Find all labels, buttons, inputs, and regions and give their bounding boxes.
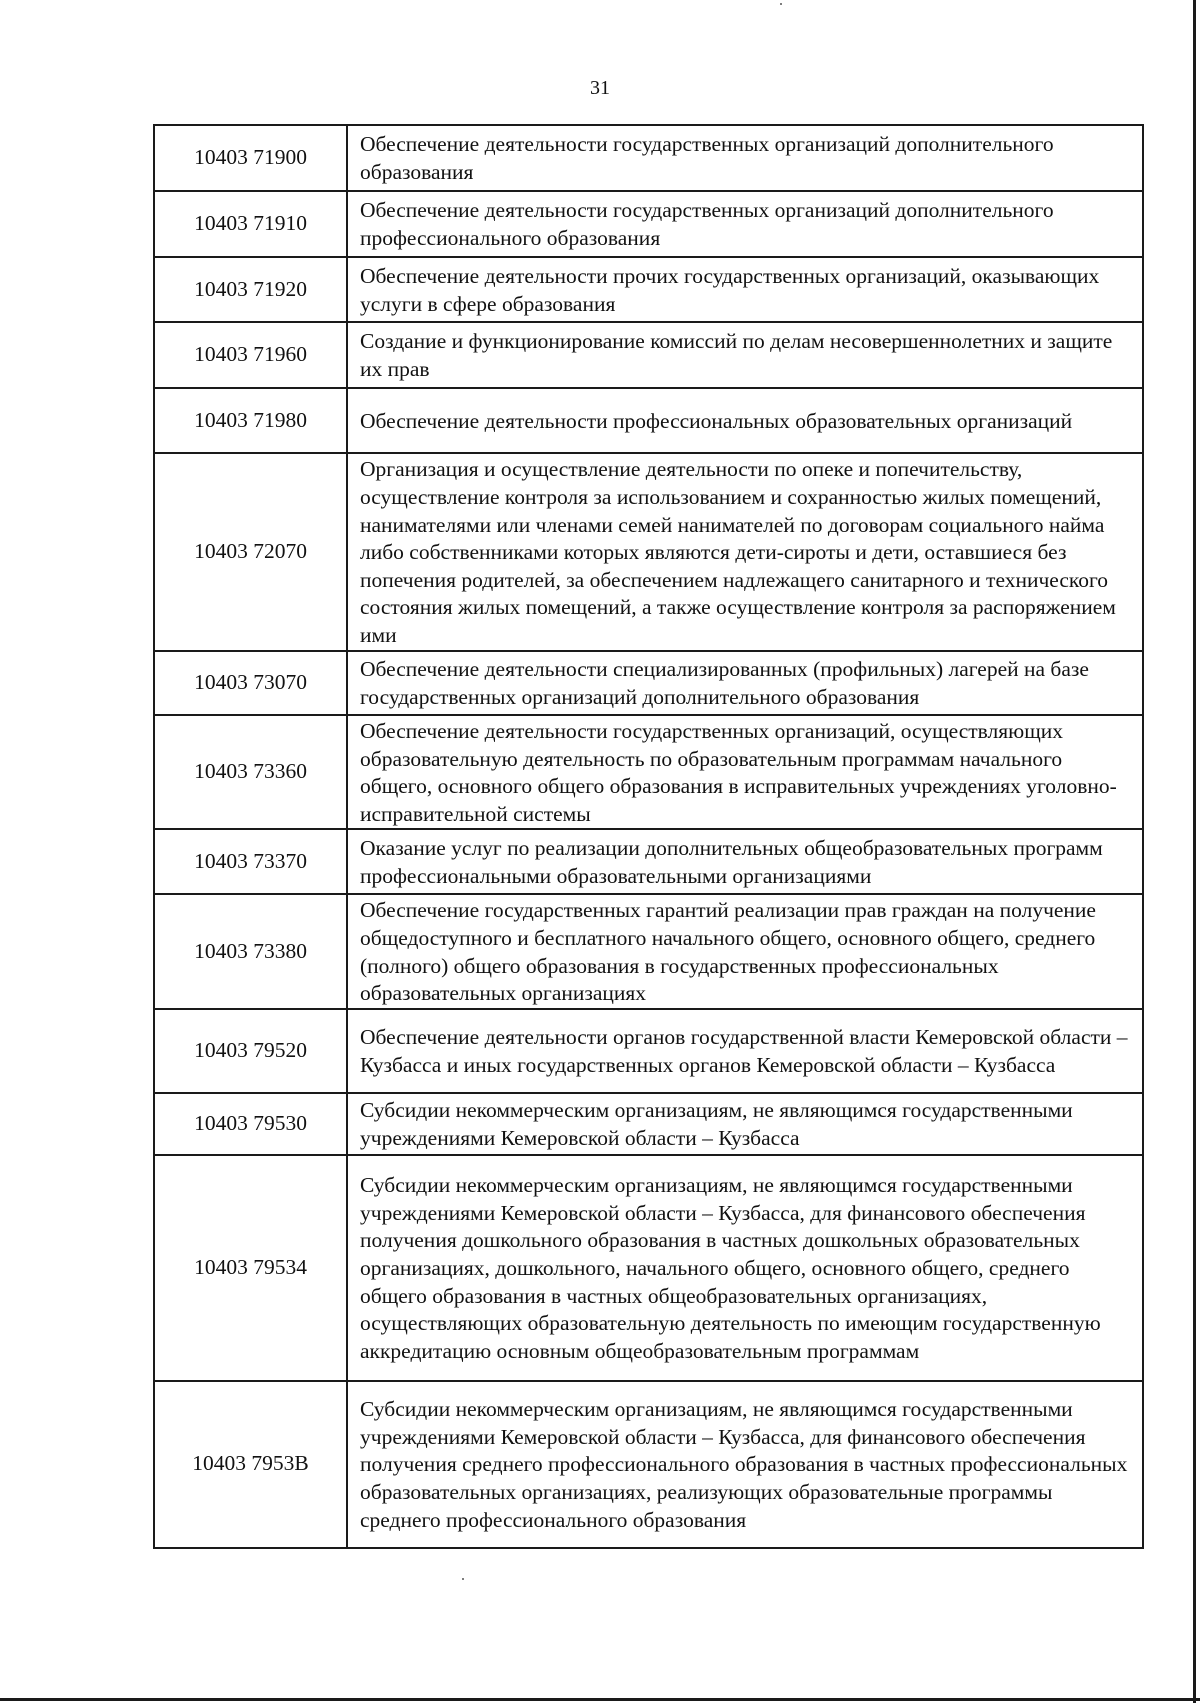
description-cell: Обеспечение деятельности государственных организаций дополнительного профессионального образования (347, 191, 1143, 257)
description-cell: Организация и осуществление деятельности по опеке и попечительству, осуществление контроля за использованием и сохранностью жилых помещений, нанимателями или членами семей нанимателей по договорам социального найма либо собственниками которых являются дети-сироты и дети, оставшиеся без попечения родителей, за обеспечением надлежащего санитарного и технического состояния жилых помещений, а также осуществление контроля за распоряжением ими (347, 453, 1143, 651)
description-cell: Обеспечение деятельности государственных организаций дополнительного образования (347, 125, 1143, 191)
scan-border-bottom (0, 1698, 1200, 1701)
code-cell: 10403 71980 (154, 388, 347, 453)
table-row (154, 453, 1143, 651)
code-cell: 10403 71920 (154, 257, 347, 322)
table-row (154, 651, 1143, 715)
code-cell: 10403 72070 (154, 453, 347, 651)
table-row (154, 1009, 1143, 1093)
table-row (154, 191, 1143, 257)
table-row (154, 1155, 1143, 1381)
code-cell: 10403 73360 (154, 715, 347, 829)
budget-code-table (153, 124, 1144, 1549)
page-number: 31 (590, 77, 610, 99)
code-cell: 10403 73380 (154, 894, 347, 1008)
description-cell: Оказание услуг по реализации дополнительных общеобразовательных программ профессиональными образовательными организациями (347, 829, 1143, 894)
description-cell: Обеспечение деятельности прочих государственных организаций, оказывающих услуги в сфере образования (347, 257, 1143, 322)
code-cell: 10403 71900 (154, 125, 347, 191)
scan-speck (780, 3, 782, 5)
table-row (154, 388, 1143, 453)
table-row (154, 829, 1143, 894)
table-row (154, 1093, 1143, 1155)
code-cell: 10403 79534 (154, 1155, 347, 1381)
description-cell: Обеспечение деятельности государственных организаций, осуществляющих образовательную деятельность по образовательным программам начального общего, основного общего образования в исправительных учреждениях уголовно-исправительной системы (347, 715, 1143, 829)
table-row (154, 1381, 1143, 1548)
code-cell: 10403 71910 (154, 191, 347, 257)
description-cell: Субсидии некоммерческим организациям, не являющимся государственными учреждениями Кемеровской области – Кузбасса, для финансового обеспечения получения дошкольного образования в частных дошкольных образовательных организациях, дошкольного, начального общего, основного общего, среднего общего образования в частных общеобразовательных организациях, осуществляющих образовательную деятельность по имеющим государственную аккредитацию основным общеобразовательным программам (347, 1155, 1143, 1381)
description-cell: Обеспечение деятельности профессиональных образовательных организаций (347, 388, 1143, 453)
table-row (154, 715, 1143, 829)
code-cell: 10403 73070 (154, 651, 347, 715)
code-cell: 10403 71960 (154, 322, 347, 388)
code-cell: 10403 73370 (154, 829, 347, 894)
table-row (154, 125, 1143, 191)
table-row (154, 322, 1143, 388)
code-cell: 10403 79530 (154, 1093, 347, 1155)
code-cell: 10403 79520 (154, 1009, 347, 1093)
description-cell: Обеспечение деятельности специализированных (профильных) лагерей на базе государственных организаций дополнительного образования (347, 651, 1143, 715)
description-cell: Обеспечение деятельности органов государственной власти Кемеровской области – Кузбасса и иных государственных органов Кемеровской области – Кузбасса (347, 1009, 1143, 1093)
table-row (154, 894, 1143, 1008)
description-cell: Создание и функционирование комиссий по делам несовершеннолетних и защите их прав (347, 322, 1143, 388)
table-row (154, 257, 1143, 322)
scan-border-right (1193, 0, 1196, 1703)
scan-speck (462, 1578, 464, 1580)
code-cell: 10403 7953B (154, 1381, 347, 1548)
description-cell: Обеспечение государственных гарантий реализации прав граждан на получение общедоступного и бесплатного начального общего, основного общего, среднего (полного) общего образования в государственных профессиональных образовательных организациях (347, 894, 1143, 1008)
description-cell: Субсидии некоммерческим организациям, не являющимся государственными учреждениями Кемеровской области – Кузбасса, для финансового обеспечения получения среднего профессионального образования в частных профессиональных образовательных организациях, реализующих образовательные программы среднего профессионального образования (347, 1381, 1143, 1548)
description-cell: Субсидии некоммерческим организациям, не являющимся государственными учреждениями Кемеровской области – Кузбасса (347, 1093, 1143, 1155)
